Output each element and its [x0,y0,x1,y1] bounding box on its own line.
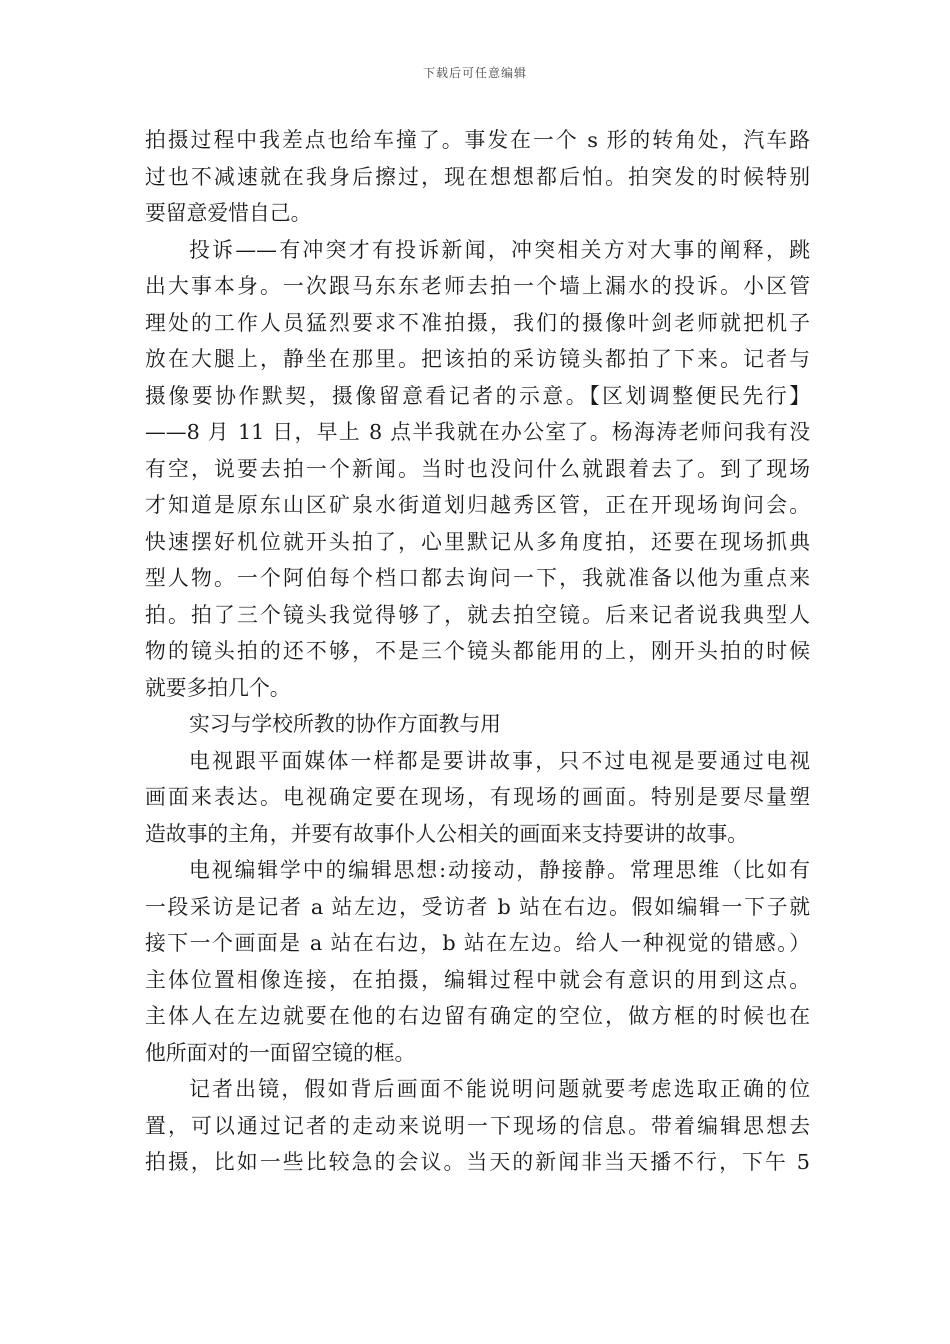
page-header: 下载后可任意编辑 [422,66,527,80]
text-line: 一段采访是记者 a 站左边，受访者 b 站在右边。假如编辑一下子就 [145,894,810,919]
text-line: 置，可以通过记者的走动来说明一下现场的信息。带着编辑思想去 [145,1113,810,1138]
text-line: 记者出镜，假如背后画面不能说明问题就要考虑选取正确的位 [189,1077,810,1101]
text-line: 过也不减速就在我身后擦过，现在想想都后怕。拍突发的时候特别 [145,164,810,189]
text-line: 才知道是原东山区矿泉水街道划归越秀区管，正在开现场询问会。 [145,493,810,517]
text-line: 他所面对的一面留空镜的框。 [145,1040,416,1065]
text-line: 电视跟平面媒体一样都是要讲故事，只不过电视是要通过电视 [189,748,810,773]
text-line: 主体人在左边就要在他的右边留有确定的空位，做方框的时候也在 [145,1004,810,1028]
text-line: 理处的工作人员猛烈要求不准拍摄，我们的摄像叶剑老师就把机子 [145,310,810,335]
paragraph [145,232,810,707]
text-line: 电视编辑学中的编辑思想:动接动，静接静。常理思维（比如有 [189,858,810,882]
paragraph [145,743,810,853]
text-line: 拍摄过程中我差点也给车撞了。事发在一个 s 形的转角处，汽车路 [145,128,810,152]
text-line: 有空，说要去拍一个新闻。当时也没问什么就跟着去了。到了现场 [145,456,810,481]
text-line: 就要多拍几个。 [145,675,291,700]
text-line: 造故事的主角，并要有故事仆人公相关的画面来支持要讲的故事。 [145,821,749,846]
text-line: 主体位置相像连接，在拍摄，编辑过程中就会有意识的用到这点。 [145,967,810,992]
text-line: 投诉——有冲突才有投诉新闻，冲突相关方对大事的阐释，跳 [189,237,810,262]
text-line: 放在大腿上，静坐在那里。把该拍的采访镜头都拍了下来。记者与 [145,347,810,371]
text-line: 拍摄，比如一些比较急的会议。当天的新闻非当天播不行，下午 5 [145,1150,810,1174]
text-line: 拍。拍了三个镜头我觉得够了，就去拍空镜。后来记者说我典型人 [145,602,810,627]
paragraph [145,852,810,1071]
text-line: 实习与学校所教的协作方面教与用 [189,712,501,736]
text-line: 摄像要协作默契，摄像留意看记者的示意。【区划调整便民先行】 [145,383,810,408]
document-body [145,122,810,1181]
text-line: ——8 月 11 日，早上 8 点半我就在办公室了。杨海涛老师问我有没 [145,420,810,444]
paragraph [145,122,810,232]
text-line: 出大事本身。一次跟马东东老师去拍一个墙上漏水的投诉。小区管 [145,274,810,298]
text-line: 画面来表达。电视确定要在现场，有现场的画面。特别是要尽量塑 [145,785,810,809]
text-line: 快速摆好机位就开头拍了，心里默记从多角度拍，还要在现场抓典 [145,529,810,554]
paragraph [145,706,810,743]
text-line: 物的镜头拍的还不够，不是三个镜头都能用的上，刚开头拍的时候 [145,639,810,663]
text-line: 型人物。一个阿伯每个档口都去询问一下，我就准备以他为重点来 [145,566,810,590]
paragraph [145,1071,810,1181]
text-line: 接下一个画面是 a 站在右边，b 站在左边。给人一种视觉的错感。） [145,931,810,955]
text-line: 要留意爱惜自己。 [145,201,312,225]
